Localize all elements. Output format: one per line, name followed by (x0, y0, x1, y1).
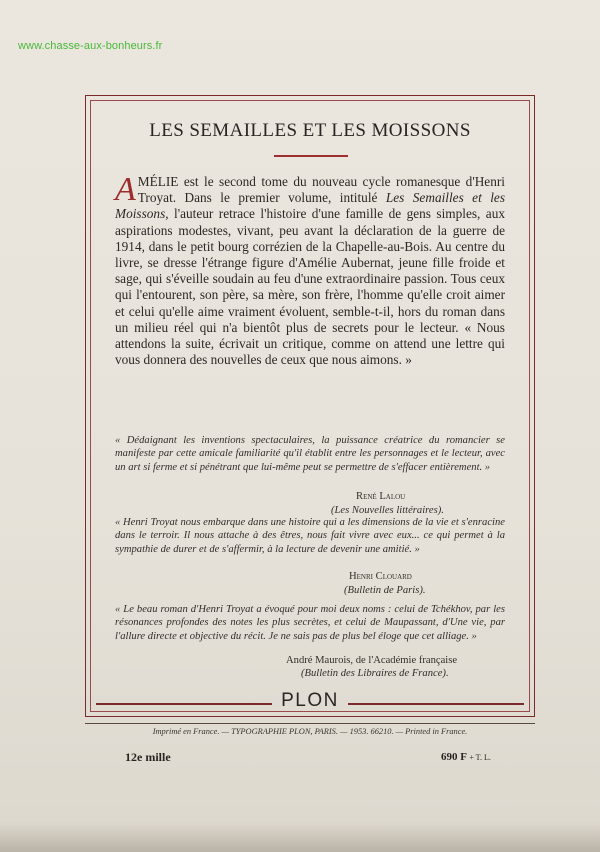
price-value: 690 F (441, 751, 467, 763)
review-source-1: (Les Nouvelles littéraires). (331, 505, 444, 516)
price-tag (441, 751, 491, 763)
review-quote-1: « Dédaignant les inventions spectaculaires, la puissance créatrice du romancier se manifeste par cette amicale familiarité qu'il établit entre les personnages et le lecteur, avec un art si ferme et si pénétrant que lui-même peut se permettre de s'effacer entièrement. » (115, 435, 505, 473)
drop-cap: A (115, 171, 136, 208)
book-title-italic: Les Semailles et les Moissons (115, 190, 505, 222)
summary-part-2: , l'auteur retrace l'histoire d'une famille de gens simples, aux aspirations modestes, vivant, peu avant la déclaration de la guerre de 1914, dans le petit bourg corrézien de la Chapelle-au-Bois. Au centre du livre, se dresse l'étrange figure d'Amélie Aubernat, jeune fille froide et sage, qui s'éveille soudain au feu d'une extraordinaire passion. Tous ceux qui l'entourent, son père, sa mère, son frère, l'homme qu'elle croit aimer et celui qu'elle aime vraiment évoluent, semble-t-il, hors du roman dans un milieu réel qui n'a bientôt plus de secrets pour le lecteur. « Nous attendons la suite, écrivait un critique, comme on attend une lettre qui vous donnera des nouvelles de ceux que nous aimons. » (115, 206, 505, 368)
summary-paragraph (115, 171, 505, 368)
review-source-3: (Bulletin des Libraires de France). (301, 668, 449, 679)
imprint-line: Imprimé en France. — TYPOGRAPHIE PLON, PARIS. — 1953. 66210. — Printed in France. (152, 727, 468, 736)
watermark-url: www.chasse-aux-bonheurs.fr (18, 40, 163, 52)
imprint-rule (85, 723, 535, 724)
review-author-3: André Maurois, de l'Académie française (286, 655, 458, 666)
edition-count: 12e mille (125, 750, 171, 764)
title-rule (274, 155, 348, 157)
blurb-frame (85, 95, 535, 717)
summary-part-1: est le second tome du nouveau cycle romanesque d'Henri Troyat. Dans le premier volume, intitulé (137, 174, 505, 206)
review-author-2: Henri Clouard (349, 571, 412, 582)
publisher-rule-right (348, 703, 524, 705)
review-author-1: René Lalou (356, 491, 406, 502)
price-suffix: + T. L. (469, 753, 491, 762)
first-word-rest: MÉLIE (137, 174, 179, 189)
book-series-title: LES SEMAILLES ET LES MOISSONS (149, 120, 471, 141)
review-quote-2: « Henri Troyat nous embarque dans une histoire qui a les dimensions de la vie et s'enracine dans le terroir. Il nous attache à des êtres, nous fait vivre avec eux... ce qui permet à la sympathie de durer et de s'affermir, à la lecture de devenir une amitié. » (115, 517, 505, 555)
review-quote-3: « Le beau roman d'Henri Troyat a évoqué pour moi deux noms : celui de Tchékhov, par les résonances profondes des notes les plus secrètes, et celui de Maupassant, d'Une vie, par l'allure directe et objective du récit. Je ne sais pas de plus bel éloge que cet alliage. » (115, 604, 505, 642)
publisher-name: PLON (281, 690, 339, 711)
page-bottom-shadow (0, 822, 600, 852)
review-source-2: (Bulletin de Paris). (344, 585, 426, 596)
